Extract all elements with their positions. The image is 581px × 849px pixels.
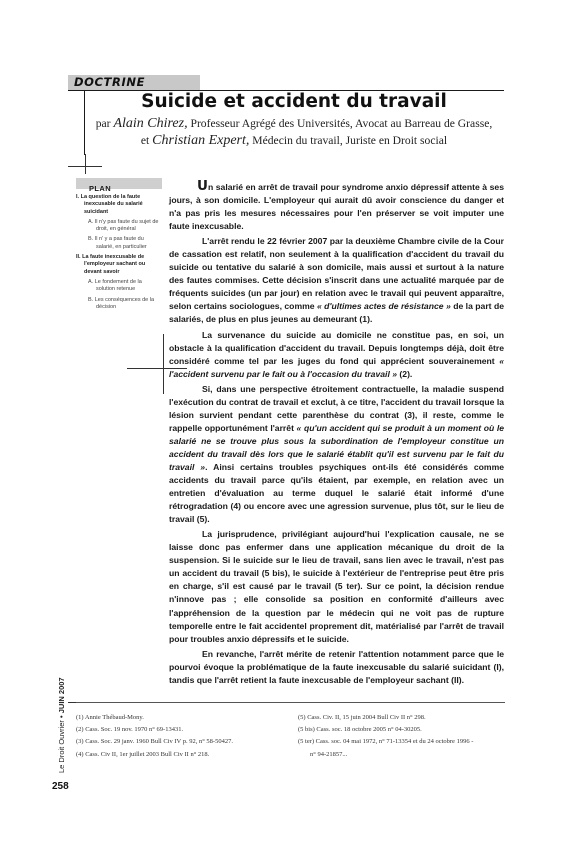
crop-mark [163,334,164,394]
footnote: (5) Cass. Civ. II, 15 juin 2004 Bull Civ II n° 298. [298,714,426,721]
sidebar-separator: • [57,713,66,721]
paragraph [169,235,504,326]
author-1-desc: Professeur Agrégé des Universités, Avocat au Barreau de Grasse, [187,117,493,130]
plan-subitem: B. Les conséquences de la décision [88,296,155,310]
quotation: « qu'un accident qui se produit à un moment où le salarié ne se trouve plus sous la subordination de l'employeur constitue un accident du travail dès lors que le salarié établit qu'il est survenu par le fait du travail » [169,422,505,472]
footnote-rule [76,702,505,703]
plan-outline [76,194,160,314]
footnotes-right [298,712,508,761]
paragraph-text: (2). [397,368,413,379]
byline-connector: et [140,134,153,147]
drop-cap: U [197,178,208,194]
journal-name: Le Droit Ouvrier [57,720,66,773]
byline [85,115,503,149]
plan-label [76,178,162,193]
footnote: n° 94-21857... [310,750,348,758]
footnote: (5 bis) Cass. soc. 18 octobre 2005 n° 04-30205. [298,726,422,734]
byline-prefix: par [95,117,114,130]
page-number: 258 [52,781,69,792]
paragraph [169,329,504,381]
paragraph-text: La survenance du suicide au domicile ne constitue pas, en soi, un obstacle à la qualification d'accident du travail. Depuis longtemps déjà, doit être considéré comme tel par les juges du fond qui apprécient souverainement [169,329,504,366]
footnote: (1) Annie Thébaud-Mony. [76,714,144,721]
footnote: (2) Cass. Soc. 19 nov. 1970 n° 69-13431. [76,726,184,734]
plan-subitem: A. Le fondement de la solution retenue [88,278,142,293]
section-tag-label: DOCTRINE [74,75,146,89]
plan-item: II. La faute inexcusable de l'employeur sachant ou devant savoir [76,254,146,275]
paragraph-text: de la part de salariés, de plus en plus jeunes au demeurant (1). [169,301,505,325]
footnote: (5 ter) Cass. soc. 04 mai 1972, n° 71-13354 et du 24 octobre 1996 - [298,738,474,746]
paragraph [169,178,504,233]
section-tag [68,75,200,90]
paragraph [169,383,504,527]
plan-subitem: A. Il n'y pas faute du sujet de droit, en général [88,218,159,233]
paragraph-text: L'arrêt rendu le 22 février 2007 par la deuxième Chambre civile de la Cour de cassation est relatif, non seulement à la qualification d'accident du travail du suicide ou tentative du salarié à son domicile, mais aussi et surtout à la nature des fautes commises. Cette décision s'inscrit dans une actualité marquée par de fréquents suicides (un par jour) en relation avec le travail qui peuvent apparaître, selon certains sociologues, comme [169,236,504,312]
journal-date: JUIN 2007 [57,677,66,714]
paragraph-text: Si, dans une perspective étroitement contractuelle, la maladie suspend l'exécution du contrat de travail et exclut, à ce titre, l'accident du travail lorsque la lésion survient pendant cette parenthèse du contrat (3), il reste, comme le rappelle opportunément l'arrêt [169,383,504,433]
plan-item: I. La question de la faute inexcusable du salarié suicidant [76,194,143,215]
journal-sidebar [57,665,66,773]
plan-label-text: PLAN [89,184,112,193]
author-1: Alain Chirez, [113,116,188,131]
crop-mark [68,702,76,703]
paragraph-text: . Ainsi certains troubles psychiques ont-ils été considérés comme accidents du travail parce qu'ils étaient, par exemple, en relation avec un entretien d'évaluation au terme duquel le salarié était informé d'une rétrogradation (4) ou encore avec une agression survenue, plus tôt, sur le lieu de travail (5). [169,461,505,525]
plan-subitem: B. Il n' y a pas faute du salarié, en particulier [88,236,147,250]
article-body [169,178,505,689]
author-2: Christian Expert, [152,133,250,148]
crop-mark [85,154,86,174]
paragraph-text: n salarié en arrêt de travail pour syndrome anxio dépressif attente à ses jours, à son domicile. L'employeur qui aurait dû avoir conscience du danger et n'a pas pris les mesures nécessaires pour l'en préserver se voit imputer une faute inexcusable. [169,182,504,232]
quotation: « d'ultimes actes de résistance » [316,301,451,312]
footnote: (4) Cass. Civ II, 1er juillet 2003 Bull Civ II n° 218. [76,750,210,758]
author-2-desc: Médecin du travail, Juriste en Droit social [249,134,448,147]
footnotes-left [76,712,276,761]
quotation: « l'accident survenu par le fait ou à l'occasion du travail » [169,355,504,379]
article-title: Suicide et accident du travail [141,91,447,112]
paragraph: En revanche, l'arrêt mérite de retenir l'attention notamment parce que le pourvoi évoque la problématique de la faute inexcusable du salarié suicidant (I), tandis que l'arrêt retient la faute inexcusable de l'employeur sachant (II). [169,648,504,685]
paragraph: La jurisprudence, privilégiant aujourd'hui l'explication causale, ne se laisse donc pas enfermer dans une application mécanique du droit de la suspension. Si le suicide sur le lieu de travail, sans lien avec le travail, n'est pas un accident du travail (5 bis), le suicide à l'extérieur de l'entreprise peut être pris en charge, s'il est causé par le travail (5 ter). Sur ce point, la décision rendue n'innove pas ; elle consolide sa position en conformité d'ailleurs avec l'appréhension de la question par le médecin qui ne voit pas de rupture temporelle entre le fait accidentel proprement dit, matérialisé par l'arrêt de travail pour troubles anxio dépressifs et le suicide. [169,529,504,644]
footnote: (3) Cass. Soc. 29 janv. 1960 Bull Civ IV p. 92, n° 58-50427. [76,738,233,746]
